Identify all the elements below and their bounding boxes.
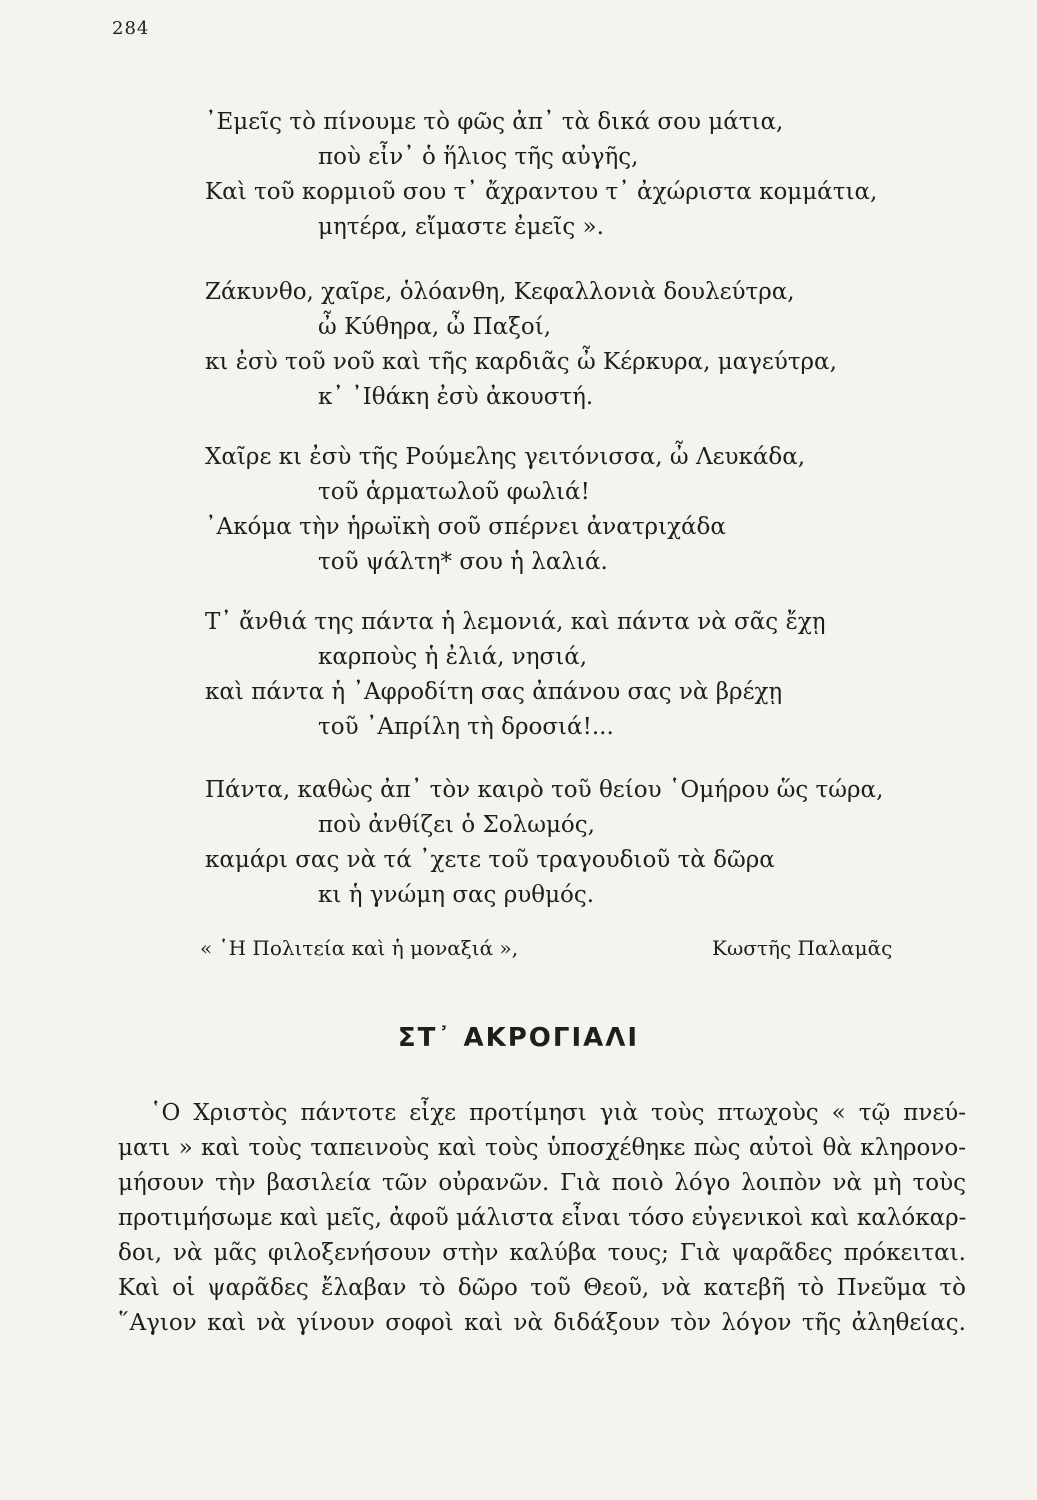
prose-line: ῾Ο Χριστὸς πάντοτε εἶχε προτίμησι γιὰ τοὺς πτωχοὺς « τῷ πνεύ-: [150, 1100, 966, 1126]
prose-line: ματι » καὶ τοὺς ταπεινοὺς καὶ τοὺς ὑποσχέθηκε πὼς αὐτοὶ θὰ κληρονο-: [118, 1135, 966, 1161]
poem-line: ᾿Εμεῖς τὸ πίνουμε τὸ φῶς ἀπ᾿ τὰ δικά σου μάτια,: [205, 109, 784, 135]
page-number: 284: [112, 18, 150, 39]
poem-line: ποὺ εἶν᾿ ὁ ἥλιος τῆς αὐγῆς,: [318, 144, 639, 170]
poem-line: κι ἐσὺ τοῦ νοῦ καὶ τῆς καρδιᾶς ὦ Κέρκυρα, μαγεύτρα,: [205, 349, 837, 375]
poem-line: τοῦ ᾿Απρίλη τὴ δροσιά!...: [318, 714, 614, 740]
poem-line: μητέρα, εἴμαστε ἐμεῖς ».: [318, 214, 604, 240]
poem-line: καμάρι σας νὰ τά ᾿χετε τοῦ τραγουδιοῦ τὰ δῶρα: [205, 847, 775, 873]
poem-line: καὶ πάντα ἡ ᾿Αφροδίτη σας ἀπάνου σας νὰ βρέχῃ: [205, 679, 783, 705]
poem-line: Καὶ τοῦ κορμιοῦ σου τ᾿ ἄχραντου τ᾿ ἀχώριστα κομμάτια,: [205, 179, 878, 205]
poem-author: Κωστῆς Παλαμᾶς: [712, 936, 893, 960]
prose-line: Καὶ οἱ ψαρᾶδες ἔλαβαν τὸ δῶρο τοῦ Θεοῦ, νὰ κατεβῆ τὸ Πνεῦμα τὸ: [118, 1275, 966, 1301]
prose-line: μήσουν τὴν βασιλεία τῶν οὐρανῶν. Γιὰ ποιὸ λόγο λοιπὸν νὰ μὴ τοὺς: [118, 1170, 966, 1196]
poem-line: τοῦ ψάλτη* σου ἡ λαλιά.: [318, 549, 608, 575]
poem-line: καρποὺς ἡ ἐλιά, νησιά,: [318, 644, 588, 670]
poem-line: Τ᾿ ἄνθιά της πάντα ἡ λεμονιά, καὶ πάντα νὰ σᾶς ἔχῃ: [205, 609, 826, 635]
prose-line: προτιμήσωμε καὶ μεῖς, ἀφοῦ μάλιστα εἶναι τόσο εὐγενικοὶ καὶ καλόκαρ-: [118, 1205, 967, 1231]
poem-line: Πάντα, καθὼς ἀπ᾿ τὸν καιρὸ τοῦ θείου ῾Ομήρου ὥς τώρα,: [205, 777, 884, 803]
section-title: ΣΤ᾿ ΑΚΡΟΓΙΑΛΙ: [397, 1023, 640, 1053]
poem-line: τοῦ ἁρματωλοῦ φωλιά!: [318, 479, 590, 505]
prose-line: δοι, νὰ μᾶς φιλοξενήσουν στὴν καλύβα τους; Γιὰ ψαρᾶδες πρόκειται.: [118, 1240, 966, 1266]
poem-line: ὦ Κύθηρα, ὦ Παξοί,: [318, 314, 552, 340]
prose-paragraph: [118, 1096, 966, 1341]
poem-line: Ζάκυνθο, χαῖρε, ὁλόανθη, Κεφαλλονιὰ δουλεύτρα,: [205, 279, 795, 305]
poem-line: Χαῖρε κι ἐσὺ τῆς Ρούμελης γειτόνισσα, ὦ Λευκάδα,: [205, 444, 806, 470]
prose-line: ῞Αγιον καὶ νὰ γίνουν σοφοὶ καὶ νὰ διδάξουν τὸν λόγον τῆς ἀληθείας.: [118, 1310, 966, 1336]
poem-line: κι ἡ γνώμη σας ρυθμός.: [318, 882, 595, 908]
poem-line: ᾿Ακόμα τὴν ἡρωϊκὴ σοῦ σπέρνει ἀνατριχάδα: [205, 514, 726, 540]
poem-source: « ῾Η Πολιτεία καὶ ἡ μοναξιά »,: [200, 936, 519, 960]
poem-line: ποὺ ἀνθίζει ὁ Σολωμός,: [318, 812, 595, 838]
poem-line: κ᾿ ᾿Ιθάκη ἐσὺ ἀκουστή.: [318, 384, 594, 410]
